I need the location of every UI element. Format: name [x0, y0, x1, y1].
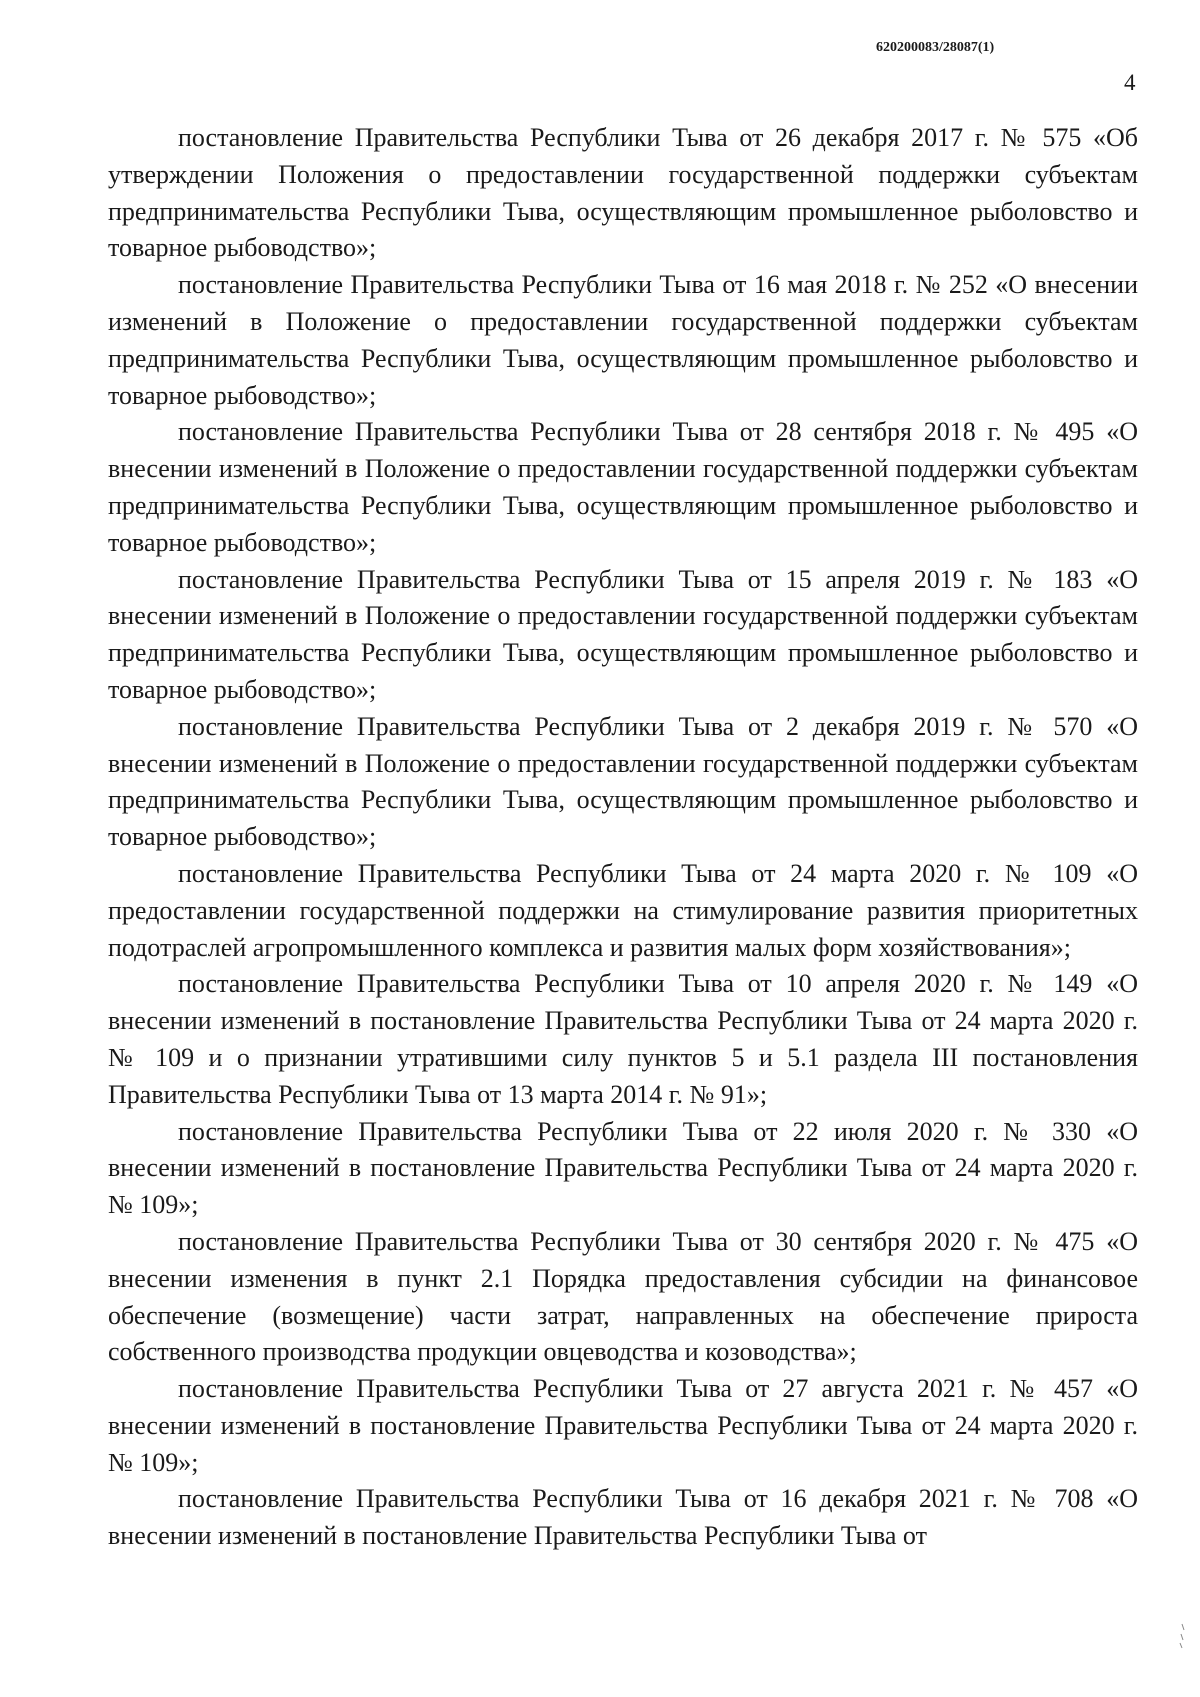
paragraph: постановление Правительства Республики Тыва от 15 апреля 2019 г. № 183 «О внесении изменений в Положение о предоставлении государственной поддержки субъектам предпринимательства Республики Тыва, осуществляющим промышленное рыболовство и товарное рыбоводство»; — [108, 564, 1138, 704]
paragraph: постановление Правительства Республики Тыва от 2 декабря 2019 г. № 570 «О внесении изменений в Положение о предоставлении государственной поддержки субъектам предпринимательства Республики Тыва, осуществляющим промышленное рыболовство и товарное рыбоводство»; — [108, 711, 1138, 852]
document-code: 620200083/28087(1) — [876, 40, 995, 55]
paragraph: постановление Правительства Республики Тыва от 30 сентября 2020 г. № 475 «О внесении изменения в пункт 2.1 Порядка предоставления субсидии на финансовое обеспечение (возмещение) части затрат, направленных на обеспечение прироста собственного производства продукции овцеводства и козоводства»; — [108, 1226, 1138, 1367]
paragraph: постановление Правительства Республики Тыва от 10 апреля 2020 г. № 149 «О внесении изменений в постановление Правительства Республики Тыва от 24 марта 2020 г. № 109 и о признании утратившими силу пунктов 5 и 5.1 раздела III постановления Правительства Республики Тыва от 13 марта 2014 г. № 91»; — [108, 969, 1138, 1109]
paragraph: постановление Правительства Республики Тыва от 26 декабря 2017 г. № 575 «Об утверждении Положения о предоставлении государственной поддержки субъектам предпринимательства Республики Тыва, осуществляющим промышленное рыболовство и товарное рыбоводство»; — [108, 123, 1138, 263]
paragraph: постановление Правительства Республики Тыва от 24 марта 2020 г. № 109 «О предоставлении государственной поддержки на стимулирование развития приоритетных подотраслей агропромышленного комплекса и развития малых форм хозяйствования»; — [108, 858, 1138, 962]
paragraph: постановление Правительства Республики Тыва от 28 сентября 2018 г. № 495 «О внесении изменений в Положение о предоставлении государственной поддержки субъектам предпринимательства Республики Тыва, осуществляющим промышленное рыболовство и товарное рыбоводство»; — [108, 417, 1138, 557]
page-number: 4 — [1124, 70, 1136, 95]
paragraph: постановление Правительства Республики Тыва от 16 мая 2018 г. № 252 «О внесении изменений в Положение о предоставлении государственной поддержки субъектам предпринимательства Республики Тыва, осуществляющим промышленное рыболовство и товарное рыбоводство»; — [108, 270, 1138, 410]
paragraph: постановление Правительства Республики Тыва от 16 декабря 2021 г. № 708 «О внесении изменений в постановление Правительства Республики Тыва от — [108, 1484, 1138, 1551]
paragraph: постановление Правительства Республики Тыва от 22 июля 2020 г. № 330 «О внесении изменений в постановление Правительства Республики Тыва от 24 марта 2020 г. № 109»; — [108, 1116, 1138, 1220]
scan-artifact-mark — [1178, 1622, 1186, 1650]
document-body — [108, 120, 1138, 1555]
paragraph: постановление Правительства Республики Тыва от 27 августа 2021 г. № 457 «О внесении изменений в постановление Правительства Республики Тыва от 24 марта 2020 г. № 109»; — [108, 1374, 1138, 1477]
